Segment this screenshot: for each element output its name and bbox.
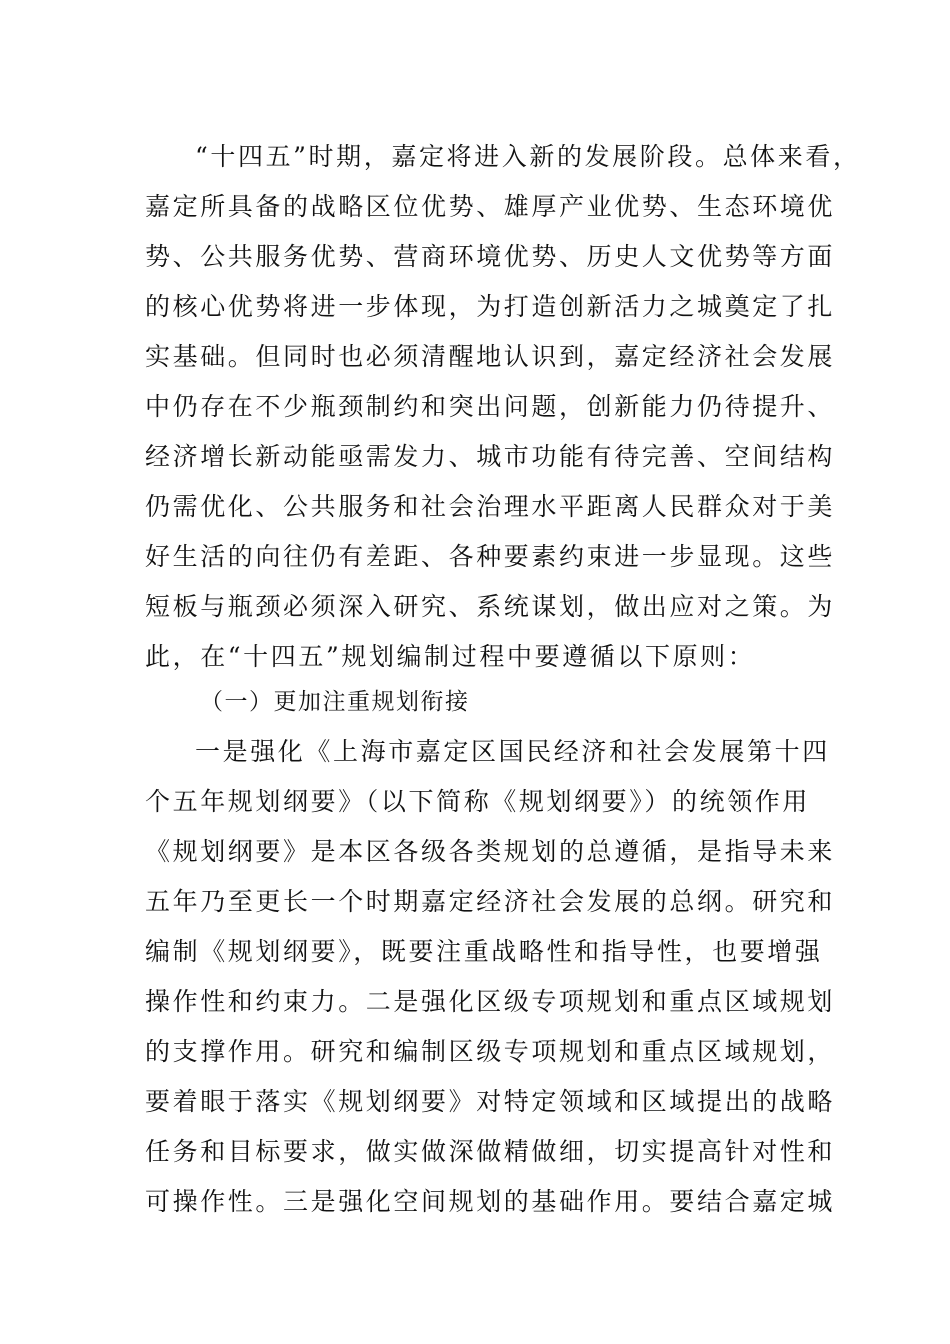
paragraph2-line-9: 任务和目标要求，做实做深做精做细，切实提高针对性和 [145, 1137, 836, 1166]
paragraph1-line-9: 好生活的向往仍有差距、各种要素约束进一步显现。这些 [145, 542, 836, 571]
paragraph1-line-8: 仍需优化、公共服务和社会治理水平距离人民群众对于美 [145, 492, 836, 521]
paragraph2-line-7: 的支撑作用。研究和编制区级专项规划和重点区域规划， [145, 1037, 836, 1066]
paragraph1-line-2: 嘉定所具备的战略区位优势、雄厚产业优势、生态环境优 [145, 192, 836, 221]
paragraph1-line-7: 经济增长新动能亟需发力、城市功能有待完善、空间结构 [145, 442, 836, 471]
paragraph1-line-1: “十四五”时期，嘉定将进入新的发展阶段。总体来看， [195, 142, 861, 171]
paragraph1-line-6: 中仍存在不少瓶颈制约和突出问题，创新能力仍待提升、 [145, 392, 836, 421]
paragraph2-line-5: 编制《规划纲要》，既要注重战略性和指导性，也要增强 [145, 937, 823, 966]
paragraph1-line-10: 短板与瓶颈必须深入研究、系统谋划，做出应对之策。为 [145, 592, 836, 621]
paragraph1-line-11: 此，在“十四五”规划编制过程中要遵循以下原则： [145, 642, 756, 671]
paragraph2-line-6: 操作性和约束力。二是强化区级专项规划和重点区域规划 [145, 987, 836, 1016]
paragraph2-line-2: 个五年规划纲要》（以下简称《规划纲要》）的统领作用 [145, 787, 811, 816]
paragraph1-line-4: 的核心优势将进一步体现，为打造创新活力之城奠定了扎 [145, 292, 836, 321]
section-heading: （一）更加注重规划衔接 [200, 689, 470, 715]
paragraph1-line-3: 势、公共服务优势、营商环境优势、历史人文优势等方面 [145, 242, 836, 271]
paragraph2-line-8: 要着眼于落实《规划纲要》对特定领域和区域提出的战略 [145, 1087, 836, 1116]
paragraph2-line-3: 《规划纲要》是本区各级各类规划的总遵循，是指导未来 [145, 837, 836, 866]
paragraph1-line-5: 实基础。但同时也必须清醒地认识到，嘉定经济社会发展 [145, 342, 836, 371]
paragraph2-line-4: 五年乃至更长一个时期嘉定经济社会发展的总纲。研究和 [145, 887, 836, 916]
paragraph2-line-1: 一是强化《上海市嘉定区国民经济和社会发展第十四 [195, 737, 830, 766]
paragraph2-line-10: 可操作性。三是强化空间规划的基础作用。要结合嘉定城 [145, 1187, 836, 1216]
